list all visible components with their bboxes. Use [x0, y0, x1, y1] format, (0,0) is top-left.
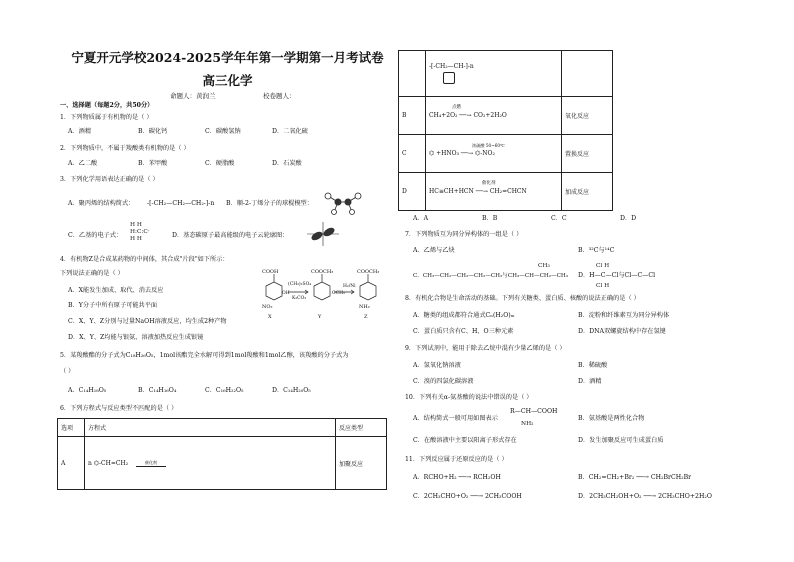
q6-row-b-equation: [426, 97, 562, 135]
q6-table-part1: [57, 418, 387, 490]
q7-stem: 7．下列物质互为同分异构体的一组是（ ）: [405, 231, 523, 238]
q2-stem: 2．下列物质中，不属于羧酸类有机物的是（ ）: [60, 145, 190, 152]
q6-row-b-option: B: [399, 97, 426, 135]
p-orbital-icon: [305, 222, 341, 246]
q6-row-b-condition: 点燃: [452, 105, 461, 110]
q9-option-b: B．稀硫酸: [578, 362, 608, 369]
checker-label: 校卷题人：: [263, 92, 296, 100]
q9-option-c: C．溴的四氯化碳溶液: [413, 378, 474, 385]
q5-option-c: C．C₁₆H₂₂O₅: [205, 387, 244, 394]
q2-option-b: B．苯甲酸: [138, 160, 168, 167]
q6-row-b-type: 氧化反应: [562, 97, 613, 135]
q11-option-a: A．RCHO+H₂ ──→ RCH₂OH: [413, 474, 501, 481]
author-label: 命题人：黄润兰: [170, 92, 216, 100]
q11-stem: 11．下列反应属于还原反应的是（ ）: [405, 456, 508, 463]
q5-stem: 5．某羧酸酯的分子式为C₁₈H₂₆O₅，1mol该酯完全水解可得到1mol羧酸和1mol乙醇，该羧酸的分子式为: [60, 352, 349, 359]
q4-label-nh2: NH₂: [359, 304, 370, 310]
q6-row-a-condition: 催化剂: [145, 459, 158, 465]
q10-option-c: C．在酸溶液中主要以阳离子形式存在: [413, 437, 517, 444]
q1-option-a: A．酒精: [68, 128, 92, 135]
q10-option-d: D．发生加聚反应可生成蛋白质: [578, 437, 664, 444]
q4-stem: 4．有机物Z是合成某药物的中间体，其合成"片段"如下所示：: [60, 256, 229, 263]
q3-stem: 3．下列化学用语表达正确的是（ ）: [60, 176, 159, 183]
q6-row-a-product: [426, 51, 562, 97]
q6-row-a-arrow: [136, 460, 166, 467]
q6-row-d-type: 加成反应: [562, 173, 613, 211]
q3-option-a-formula: -[-CH₂—CH₂—CH₂-]-n: [147, 200, 215, 207]
q6-row-a-type: 加聚反应: [336, 437, 387, 490]
q1-option-b: B．碳化钙: [138, 128, 168, 135]
q4-lead: 下列说法正确的是（ ）: [60, 270, 124, 277]
q5-option-b: B．C₁₄H₁₆O₄: [138, 387, 177, 394]
q10-option-a-formula: R—CH—COOH: [510, 408, 558, 415]
q5-paren: （ ）: [60, 368, 75, 375]
q3-option-c: C．乙基的电子式：: [68, 232, 123, 239]
section-heading: 一、选择题（每题2分，共50分）: [60, 102, 154, 109]
q6-header-type: 反应类型: [336, 419, 387, 437]
q4-label-z-cooch3: COOCH₃: [357, 269, 380, 275]
q4-label-z: Z: [364, 314, 368, 320]
q6-option-a: A．A: [413, 215, 429, 222]
q4-label-x: X: [268, 314, 272, 320]
q6-option-c: C．C: [551, 215, 567, 222]
q7-option-c-branch: CH₃: [538, 263, 550, 269]
q6-table-part2: [398, 50, 613, 211]
q6-header-equation: 方程式: [85, 419, 336, 437]
q6-row-a-eq-text: n ⌬-CH=CH₂: [88, 459, 129, 467]
q7-option-d-top: Cl H: [596, 263, 610, 269]
q7-option-d: D．H—C—Cl与Cl—C—Cl: [578, 272, 656, 279]
q4-label-och3: OCH₃: [332, 291, 345, 296]
q1-stem: 1．下列物质属于有机物的是（ ）: [60, 114, 153, 121]
q6-option-b: B．B: [482, 215, 498, 222]
q10-option-a: A．结构简式一般可用如图表示: [413, 415, 498, 422]
q6-row-d-eq-text: HC≡CH+HCN ──→ CH₂=CHCN: [429, 188, 527, 195]
q6-row-d-condition: 催化剂: [482, 181, 496, 186]
q9-option-a: A．氢氧化钠溶液: [413, 362, 461, 369]
q5-option-a: A．C₁₄H₁₈O₅: [68, 387, 107, 394]
q6-row-a-equation: [85, 437, 336, 490]
q5-option-d: D．C₁₄H₂₀O₅: [272, 387, 311, 394]
q3-option-b: B．顺-2-丁烯分子的球棍模型：: [226, 200, 313, 207]
q4-label-x-cooh: COOH: [262, 269, 279, 275]
q1-option-d: D．二氧化硫: [272, 128, 308, 135]
q6-stem: 6．下列方程式与反应类型不匹配的是（ ）: [60, 405, 178, 412]
q9-stem: 9．下列试剂中，能用于除去乙烷中混有少量乙烯的是（ ）: [405, 345, 566, 352]
q10-option-a-sub: NH₂: [521, 421, 534, 427]
q3-option-d: D．基态碳原子最高能级的电子云轮廓图：: [172, 232, 289, 239]
q4-option-a: A．X能发生加成、取代、消去反应: [68, 287, 164, 294]
q6-row-a-option: A: [58, 437, 85, 490]
q6-row-b-eq-text: CH₄+2O₂ ──→ CO₂+2H₂O: [429, 112, 507, 119]
q6-row-c-option: C: [399, 135, 426, 173]
q8-option-a: A．糖类的组成都符合通式Cₙ(H₂O)ₘ: [413, 312, 515, 319]
ball-stick-model-icon: [320, 188, 366, 216]
q6-row-c-eq-text: ⌬ +HNO₃ ──→ ⌬-NO₂: [429, 150, 495, 157]
q11-option-c: C．2CH₃CHO+O₂ ──→ 2CH₃COOH: [413, 493, 522, 500]
q1-option-c: C．碳酸氢钠: [205, 128, 241, 135]
q10-stem: 10．下列有关α-氨基酸的说法中错误的是（ ）: [405, 394, 533, 401]
exam-title: 宁夏开元学校2024-2025学年年第一学期第一月考试卷: [71, 50, 384, 65]
q8-option-d: D．DNA双螺旋结构中存在氢键: [578, 328, 666, 335]
q4-label-y: Y: [318, 314, 322, 320]
ethyl-electron-formula: H H H:C:C· H H: [130, 222, 150, 242]
q6-row-c-equation: [426, 135, 562, 173]
q4-reagent-2: K₂CO₃: [292, 296, 307, 301]
q7-option-b: B．³²C与¹⁴C: [578, 247, 615, 254]
q7-option-d-bottom: Cl H: [596, 283, 610, 289]
q4-label-y-cooch3: COOCH₃: [311, 269, 334, 275]
q9-option-d: D．酒精: [578, 378, 602, 385]
q8-option-c: C．蛋白质只含有C、H、O三种元素: [413, 328, 514, 335]
q6-row-d-option: D: [399, 173, 426, 211]
q6-option-d: D．D: [620, 215, 637, 222]
q8-stem: 8．有机化合物是生命活动的基础。下列有关糖类、蛋白质、核酸的说法正确的是（ ）: [405, 295, 640, 302]
q10-option-b: B．氨基酸是两性化合物: [578, 415, 645, 422]
benzene-ring-icon: [443, 72, 455, 84]
q7-option-a: A．乙烯与乙炔: [413, 247, 455, 254]
exam-subtitle: 高三化学: [202, 73, 253, 88]
q2-option-a: A．乙二酸: [68, 160, 98, 167]
q6-row-c-type: 置换反应: [562, 135, 613, 173]
q6-header-option: 选项: [58, 419, 85, 437]
q2-option-d: D．石炭酸: [272, 160, 302, 167]
q6-row-d-equation: [426, 173, 562, 211]
q6-row-a-product-text: -[-CH₂—CH-]-n: [429, 63, 474, 70]
q7-option-c: C．CH₃—CH₂—CH₂—CH₂—CH₃与CH₃—CH—CH₂—CH₃: [413, 273, 568, 279]
q11-option-b: B．CH₂=CH₂+Br₂ ──→ CH₂BrCH₂Br: [578, 474, 692, 481]
q4-option-d: D．X、Y、Z均能与银氨、溶液加热反应生成银镜: [68, 334, 204, 341]
q4-option-b: B．Y分子中所有原子可能共平面: [68, 302, 158, 309]
q4-label-oh: OH: [282, 291, 290, 296]
q2-option-c: C．硬脂酸: [205, 160, 235, 167]
q6-row-c-condition: 浓硫酸 50~60℃: [472, 143, 505, 148]
q4-reagent-3: H₂/Ni: [343, 284, 356, 289]
q4-option-c: C．X、Y、Z分别与过量NaOH溶液反应，均生成2种产物: [68, 318, 227, 325]
q4-reagent-1: (CH₃)₂SO₄: [288, 282, 312, 287]
q8-option-b: B．淀粉和纤维素互为同分异构体: [578, 312, 670, 319]
q3-option-a: A．聚丙烯的结构简式：: [68, 200, 135, 207]
q4-label-no2: NO₂: [262, 304, 273, 310]
q11-option-d: D．2CH₃CH₂OH+O₂ ──→ 2CH₃CHO+2H₂O: [578, 493, 712, 500]
